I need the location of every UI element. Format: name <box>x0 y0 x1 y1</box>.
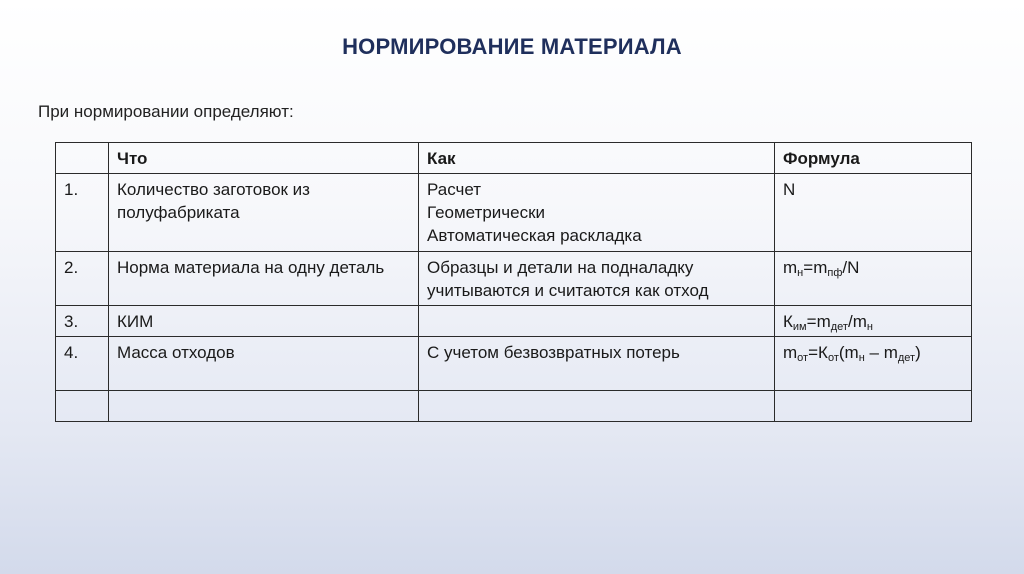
row-formula: $К_{им}=m_{дет}/m_н$ <box>775 306 972 337</box>
header-what: Что <box>109 143 419 174</box>
table-row <box>56 252 972 306</box>
row-formula: $m_н=m_{пф}/N$ <box>775 252 972 306</box>
row-formula: N <box>775 174 972 252</box>
row-number <box>56 391 109 422</box>
table-header-row <box>56 143 972 174</box>
row-number: 4. <box>56 337 109 391</box>
row-how <box>419 306 775 337</box>
norm-table <box>55 142 972 422</box>
how-line: Автоматическая раскладка <box>427 226 642 245</box>
row-how <box>419 391 775 422</box>
header-num <box>56 143 109 174</box>
row-formula <box>775 391 972 422</box>
table-row <box>56 306 972 337</box>
table-row <box>56 391 972 422</box>
page-title: НОРМИРОВАНИЕ МАТЕРИАЛА <box>342 34 682 59</box>
row-what: Масса отходов <box>109 337 419 391</box>
how-line: Образцы и детали на подналадку учитываются и считаются как отход <box>427 258 709 300</box>
row-formula: $m_{от}=К_{от}(m_н - m_{дет})$ <box>775 337 972 391</box>
row-number: 2. <box>56 252 109 306</box>
header-how: Как <box>419 143 775 174</box>
how-line: С учетом безвозвратных потерь <box>427 343 680 362</box>
row-how <box>419 252 775 306</box>
how-line: Расчет <box>427 180 482 199</box>
header-formula: Формула <box>775 143 972 174</box>
table-row <box>56 174 972 252</box>
intro-text: При нормировании определяют: <box>38 102 294 121</box>
row-what: Норма материала на одну деталь <box>109 252 419 306</box>
row-how <box>419 337 775 391</box>
row-what: КИМ <box>109 306 419 337</box>
how-line: Геометрически <box>427 203 546 222</box>
table-row <box>56 337 972 391</box>
row-how <box>419 174 775 252</box>
row-what <box>109 391 419 422</box>
row-number: 3. <box>56 306 109 337</box>
row-what: Количество заготовок из полуфабриката <box>109 174 419 252</box>
row-number: 1. <box>56 174 109 252</box>
